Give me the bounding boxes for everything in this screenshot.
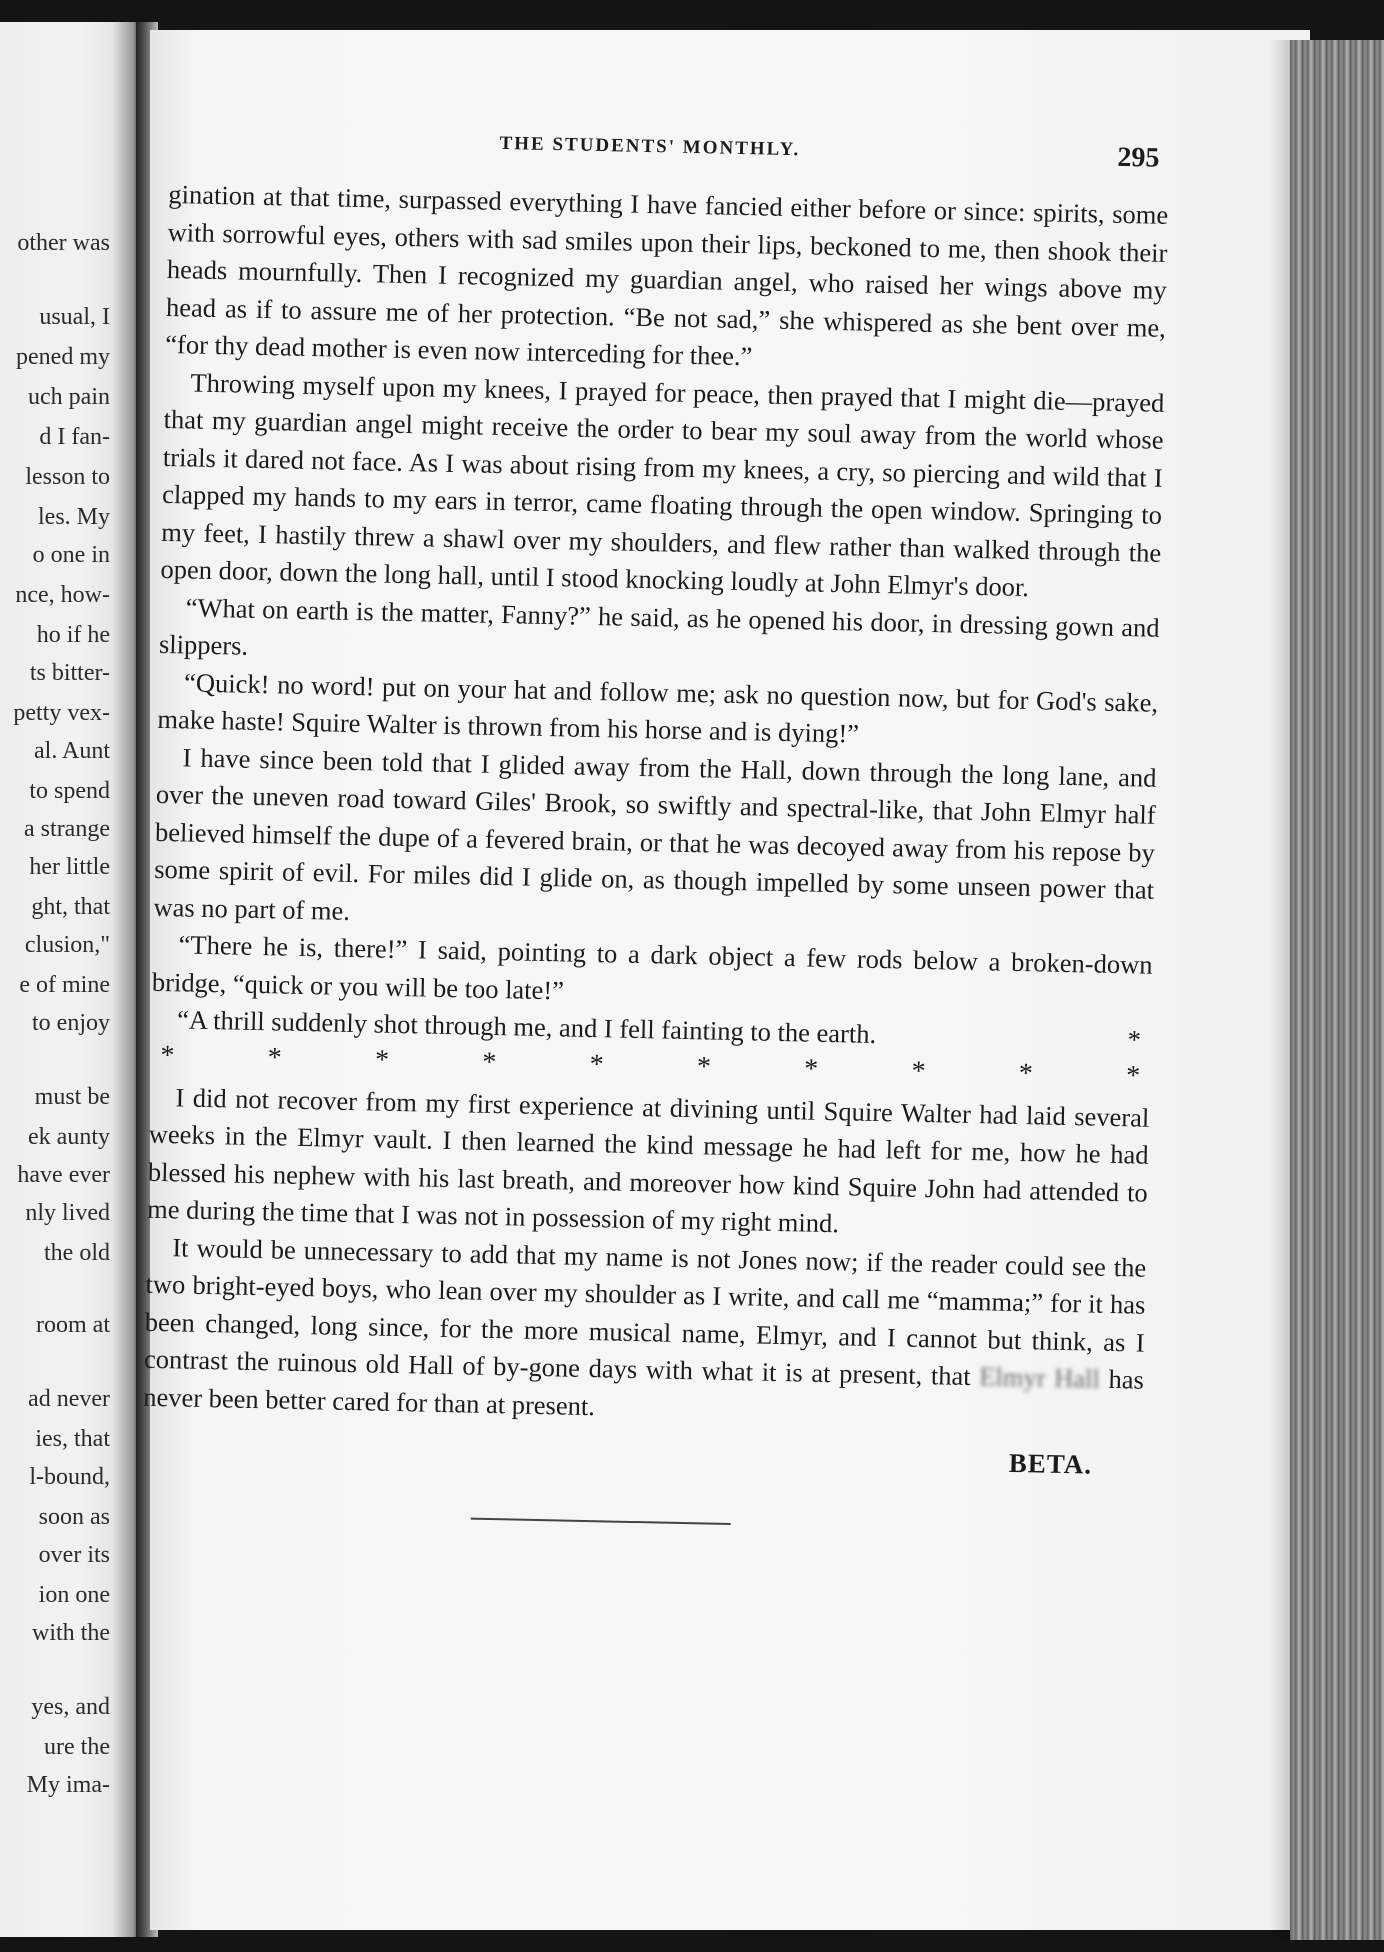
left-page-line: nly lived [25,1200,110,1226]
asterisk: * [267,1041,283,1074]
asterisk: * [374,1044,390,1076]
asterisk: * [1127,1024,1142,1055]
left-page-line: nce, how- [15,582,110,608]
left-page-line: ies, that [35,1426,110,1452]
left-page-line: ion one [38,1582,110,1608]
book-page-edges [1290,40,1384,1940]
asterisk: * [160,1039,175,1071]
left-page-line: les. My [38,504,110,530]
left-page-line: e of mine [19,972,110,998]
left-facing-page [0,22,140,1937]
left-page-line: must be [34,1084,110,1110]
paragraph: “There he is, there!” I said, pointing to a dark object a few rods below a broken-down bridge, “quick or you will be too late!” [151,929,1153,1005]
left-page-line: have ever [17,1162,110,1188]
author-signature: BETA. [1008,1447,1093,1480]
left-page-line: ght, that [31,894,110,920]
left-page-line: al. Aunt [34,738,110,764]
paragraph: I did not recover from my first experience at divining until Squire Walter had laid several weeks in the Elmyr vault. I then learned the kind message he had left for me, how he had blessed his nephew with his last breath, and moreover how kind Squire John had attended to me during the time that I was not in possession of my right mind. [146,1081,1150,1239]
paragraph [143,1228,1147,1436]
left-page-line: to enjoy [32,1010,110,1036]
left-page-line: d I fan- [39,424,110,450]
left-page-line: lesson to [25,464,110,490]
left-page-line: ho if he [36,622,110,648]
left-page-line: ts bitter- [29,660,110,686]
paragraph-text: has never been better cared for than at present. [142,1363,1145,1421]
left-page-line: pened my [16,344,110,370]
left-page-line: to spend [29,778,110,804]
asterisk: * [911,1055,926,1087]
asterisk: * [1018,1057,1034,1089]
left-page-line: a strange [24,816,110,842]
asterisk: * [1125,1059,1141,1092]
paragraph-text: It would be unnecessary to add that my name is not Jones now; if the reader could see the two bright-eyed boys, who lean over my shoulder as I write, and call me “mamma;” for it has been changed, long since, for the more musical name, Elmyr, and I cannot but think, as I contrast the ruinous old Hall of by-gone days with what it is at present, that [143,1231,1147,1392]
asterisk: * [803,1052,819,1085]
left-page-line: petty vex- [13,700,110,726]
left-page-line: My ima- [26,1772,110,1798]
left-page-line: ure the [44,1734,110,1760]
left-page-line: yes, and [31,1694,110,1720]
left-page-line: her little [29,854,110,880]
paragraph: Throwing myself upon my knees, I prayed for peace, then prayed that I might die—prayed that my guardian angel might receive the order to bear my soul away from the world whose trials it dared not face. As I was about rising from my knees, a cry, so piercing and wild that I clapped my hands to my ears in terror, came floating through the open window. Springing to my feet, I hastily threw a shawl over my shoulders, and flew rather than walked through the open door, down the long hall, until I stood knocking loudly at John Elmyr's door. [160,366,1165,603]
asterisk: * [482,1046,497,1078]
paragraph: I have since been told that I glided away from the Hall, down through the long lane, and over the uneven road toward Giles' Brook, so swiftly and spectral-like, that John Elmyr half believed himself the dupe of a fevered brain, or that he was decoyed away from his repose by some spirit of evil. For miles did I glide on, as though impelled by some unseen power that was no part of me. [153,741,1157,926]
left-page-line: the old [44,1240,110,1266]
asterisk: * [589,1048,604,1080]
left-page-line: ad never [28,1386,110,1412]
paragraph: “What on earth is the matter, Fanny?” he said, as he opened his door, in dressing gown and slippers. [158,591,1160,661]
left-page-line: soon as [38,1504,110,1530]
left-page-line: over its [38,1542,110,1568]
paragraph: “Quick! no word! put on your hat and follow me; ask no question now, but for God's sake, make haste! Squire Walter is thrown from his horse and is dying!” [157,666,1159,749]
left-page-line: l-bound, [29,1464,110,1490]
left-page-line: with the [32,1620,110,1646]
asterisk: * [696,1050,712,1083]
blurred-text: Elmyr Hall [979,1361,1101,1394]
left-page-line: room at [36,1312,110,1338]
left-page-line: usual, I [39,304,110,330]
left-page-line: other was [17,230,110,256]
page-text-block [141,120,1170,1534]
left-page-line: ek aunty [28,1124,110,1150]
left-page-line: clusion," [24,932,110,958]
left-page-line: o one in [32,542,110,568]
running-head: THE STUDENTS' MONTHLY. [499,132,801,161]
page-number: 295 [1117,141,1160,174]
paragraph: gination at that time, surpassed everything I have fancied either before or since: spirits, some with sorrowful eyes, others with sad smiles upon their lips, beckoned to me, then shook their heads mournfully. Then I recognized my guardian angel, who raised her wings above my head as if to assure me of her protection. “Be not sad,” she whispered as she bent over me, “for thy dead mother is even now interceding for thee.” [164,178,1169,372]
left-page-line: uch pain [28,384,110,410]
paragraph-text: “A thrill suddenly shot through me, and I fell fainting to the earth. [176,1004,877,1049]
